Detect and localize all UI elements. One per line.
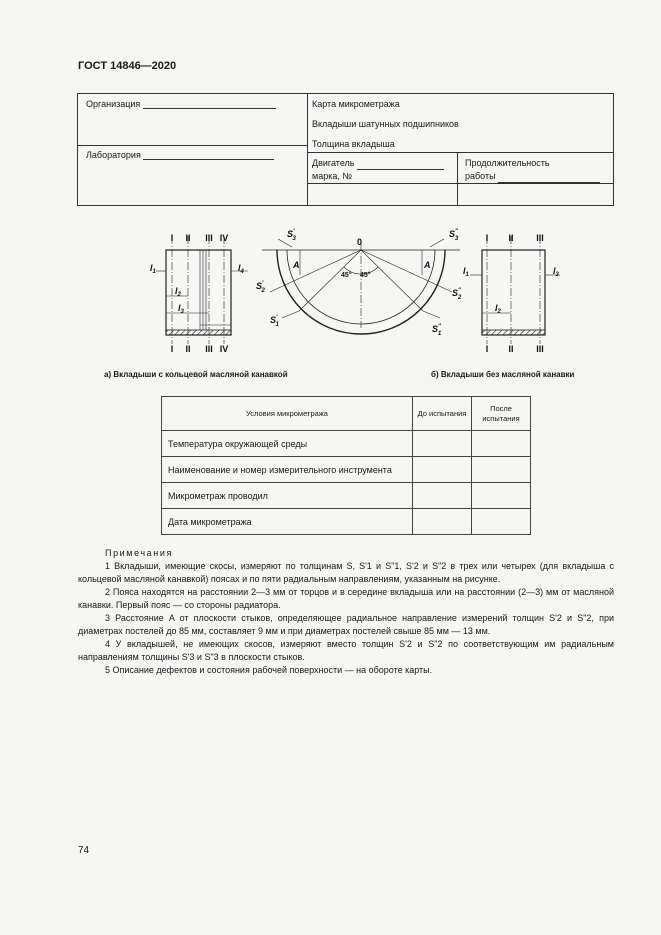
zone-label-right-iii-bottom: III [536,344,544,354]
dim-l3: $l_3$ [178,303,184,315]
dim-l4: $l_4$ [238,263,244,275]
bearing-figure [0,220,661,360]
notes-title: Примечания [105,548,173,558]
note-item: 4 У вкладышей, не имеющих скосов, измеряют вместо толщин S'2 и S"2 по соответствующим им радиальным направлениям толщины S'3 и S"3 в плоскости стыков. [78,639,614,662]
table-row: Температура окружающей среды [162,431,531,457]
s1-double-prime: S" 1 [432,324,442,337]
laboratory-field: Лаборатория [86,150,274,160]
engine-field: Двигатель марка, № [312,157,444,183]
dim-l1: $l_1$ [150,263,156,275]
table-row: Наименование и номер измерительного инструмента [162,457,531,483]
angle-left: 45° [341,272,352,279]
dim-a-right: A [424,260,431,270]
note-item: 1 Вкладыши, имеющие скосы, измеряют по толщинам S, S'1 и S"1, S'2 и S"2 в трех или четырех (для вкладыша с кольцевой масляной канавкой) поясах и по пяти радиальным направлениям, указанным на рисунке. [78,561,614,584]
zone-label-right-i-bottom: I [485,344,489,354]
zone-label-iii-bottom: III [205,344,213,354]
note-item: 3 Расстояние A от плоскости стыков, определяющее радиальное направление измерений толщин S'2 и S"2, при диаметрах постелей до 85 мм, составляет 9 мм и при диаметрах постелей свыше 85 мм — 13 мм. [78,613,614,636]
s3-double-prime: S" 3 [449,229,459,242]
card-title: Карта микрометража [312,99,400,109]
table-header-before: До испытания [413,397,472,431]
zone-label-right-ii-bottom: II [508,344,514,354]
half-ring-section-drawing [262,239,460,334]
zone-label-right-ii: II [508,233,514,243]
page-number: 74 [78,845,90,856]
zero-mark: 0 [357,237,363,247]
zone-label-right-iii: III [536,233,544,243]
caption-a: а) Вкладыши с кольцевой масляной канавкой [104,370,288,379]
table-header-conditions: Условия микрометража [162,397,413,431]
zone-label-i: I [170,233,174,243]
zone-label-ii: II [185,233,191,243]
organization-field: Организация [86,99,276,109]
caption-b: б) Вкладыши без масляной канавки [431,370,575,379]
dim-right-l1: $l_1$ [463,266,469,278]
dim-right-l3: $l_3$ [553,266,559,278]
zone-label-iv: IV [219,233,229,243]
zone-label-ii-bottom: II [185,344,191,354]
s3-prime: S' 3 [287,229,296,242]
s1-prime: S' 1 [270,315,279,328]
zone-label-iii: III [205,233,213,243]
note-item: 2 Пояса находятся на расстоянии 2—3 мм от торцов и в середине вкладыша или на расстоянии (2—3) мм от масляной канавки. Первый пояс — со стороны радиатора. [78,587,614,610]
angle-right: 45° [360,272,371,279]
document-header: ГОСТ 14846—2020 [78,60,177,72]
bearing-with-groove-drawing [156,236,248,344]
dim-right-l2: $l_2$ [495,303,501,315]
card-subject: Вкладыши шатунных подшипников [312,119,459,129]
card-thickness: Толщина вкладыша [312,139,395,149]
s2-prime: S' 2 [256,281,265,294]
micrometry-form [77,93,614,206]
table-row: Микрометраж проводил [162,483,531,509]
micrometry-conditions-table [161,396,531,535]
table-header-after: После испытания [472,397,531,431]
note-item: 5 Описание дефектов и состояния рабочей поверхности — на обороте карты. [105,665,433,675]
duration-field: Продолжительность работы [465,157,600,183]
notes-block [78,547,614,677]
bearing-without-groove-drawing [470,236,560,344]
s2-double-prime: S" 2 [452,288,462,301]
zone-label-right-i: I [485,233,489,243]
dim-a-left: A [293,260,300,270]
table-row: Дата микрометража [162,509,531,535]
zone-label-i-bottom: I [170,344,174,354]
zone-label-iv-bottom: IV [219,344,229,354]
dim-l2: $l_2$ [175,286,181,298]
